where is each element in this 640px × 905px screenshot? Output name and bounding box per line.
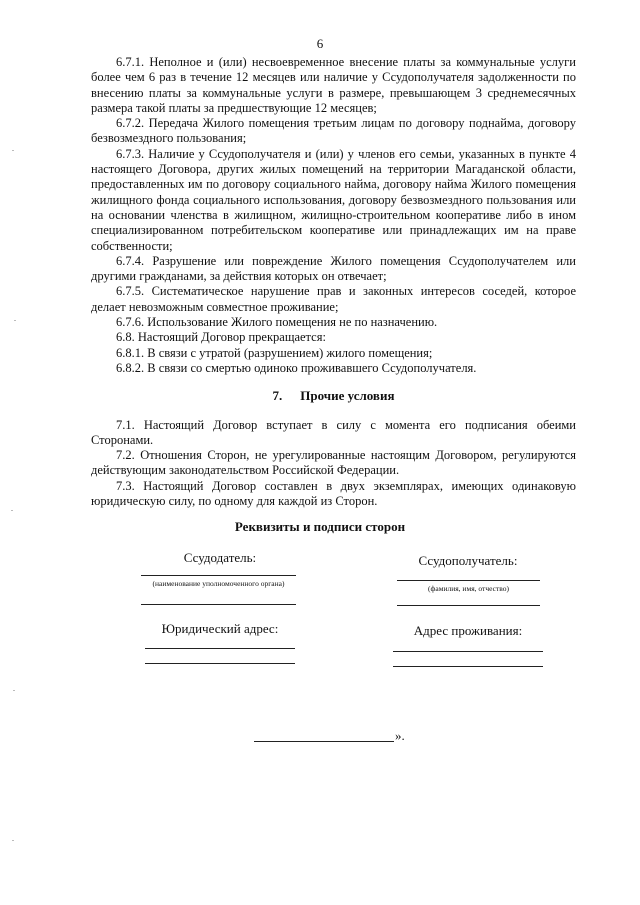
lender-signature-line [141, 575, 296, 576]
lender-caption: (наименование уполномоченного органа) [152, 579, 285, 588]
section-7-heading [91, 388, 576, 403]
residence-address-label: Адрес проживания: [413, 623, 523, 638]
paragraph-6-8-2: 6.8.2. В связи со смертью одиноко проживавшего Ссудополучателя. [116, 360, 477, 375]
scan-speck [13, 690, 15, 691]
scan-speck [14, 320, 16, 321]
lender-label: Ссудодатель: [183, 550, 257, 565]
document-body [91, 55, 576, 509]
paragraph-6-7-3: 6.7.3. Наличие у Ссудополучателя и (или) у членов его семьи, указанных в пункте 4 настоящего Договора, других жилых помещений на территории Магаданской области, предоставленных им по договору социального найма, договору найма Жилого помещения жилищного фонда социального использования, договору безвозмездного пользования или на основании членства в жилищном, жилищно-строительном кооперативе либо в ином специализированном потребительском кооперативе или принадлежащих им на праве собственности; [91, 146, 576, 253]
section-7-number: 7. [272, 388, 283, 404]
paragraph-6-7-4: 6.7.4. Разрушение или повреждение Жилого помещения Ссудополучателем или другими гражданами, за действия которых он отвечает; [91, 253, 576, 284]
paragraph-7-2: 7.2. Отношения Сторон, не урегулированные настоящим Договором, регулируются действующим законодательством Российской Федерации. [91, 448, 576, 478]
paragraph-7-3: 7.3. Настоящий Договор составлен в двух экземплярах, имеющих одинаковую юридическую силу, по одному для каждой из Сторон. [91, 478, 576, 509]
borrower-line-2 [397, 605, 540, 606]
scan-speck [12, 150, 14, 151]
closing-mark: ». [395, 728, 405, 743]
borrower-signature-line [397, 580, 540, 581]
paragraph-6-7-2: 6.7.2. Передача Жилого помещения третьим лицам по договору поднайма, договору безвозмездного пользования; [91, 116, 576, 146]
borrower-label: Ссудополучатель: [418, 553, 518, 568]
residence-address-line-1 [393, 651, 543, 652]
date-line [254, 741, 394, 742]
legal-address-line-1 [145, 648, 295, 649]
paragraph-6-8-1: 6.8.1. В связи с утратой (разрушением) жилого помещения; [116, 345, 433, 360]
paragraph-6-7-6: 6.7.6. Использование Жилого помещения не по назначению. [116, 315, 438, 330]
scan-speck [12, 840, 14, 841]
scan-speck [11, 510, 13, 511]
legal-address-line-2 [145, 663, 295, 664]
section-7-title: Прочие условия [300, 388, 395, 404]
paragraph-6-7-1: 6.7.1. Неполное и (или) несвоевременное внесение платы за коммунальные услуги более чем 6 раз в течение 12 месяцев или наличие у Ссудополучателя задолженности по внесению платы за коммунальные услуги в размере, превышающем 3 среднемесячных размера такой платы за предшествующие 12 месяцев; [91, 55, 576, 115]
paragraph-6-7-5: 6.7.5. Систематическое нарушение прав и законных интересов соседей, которое делает невозможным совместное проживание; [91, 284, 576, 314]
lender-line-2 [141, 604, 296, 605]
page-number: 6 [316, 36, 324, 51]
residence-address-line-2 [393, 666, 543, 667]
borrower-caption: (фамилия, имя, отчество) [428, 584, 509, 593]
requisites-title: Реквизиты и подписи сторон [234, 519, 406, 534]
paragraph-7-1: 7.1. Настоящий Договор вступает в силу с момента его подписания обеими Сторонами. [91, 417, 576, 447]
paragraph-6-8: 6.8. Настоящий Договор прекращается: [116, 330, 326, 345]
legal-address-label: Юридический адрес: [161, 621, 279, 636]
